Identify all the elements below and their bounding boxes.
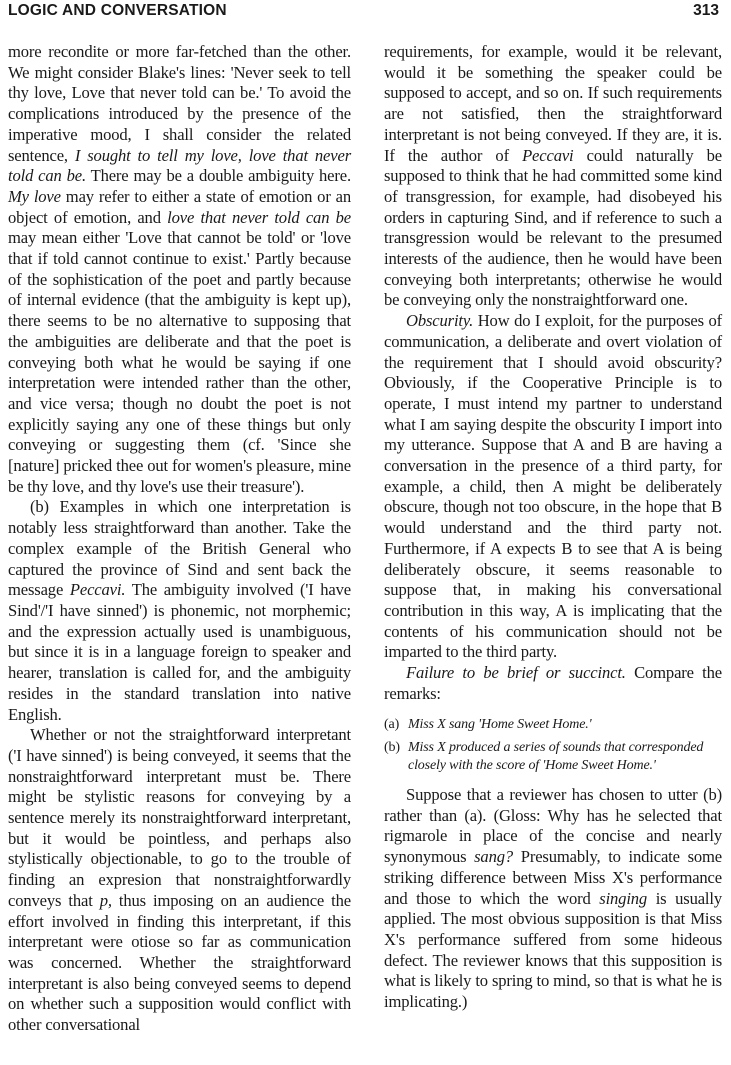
italic-text: Obscurity.: [406, 311, 474, 331]
text-run: Whether or not the straightforward interpretant ('I have sinned') is being conveyed, it seems that the nonstraightforward interpretant must be. There might be stylistic reasons for conveying by a sentence merely its nonstraightforward interpretant, but it would be pointless, and perhaps also stylistically objectionable, to go to the trouble of finding an expresion that nonstraightforwardly conveys that: [8, 725, 351, 910]
text-run: There may be a double ambiguity here.: [85, 166, 351, 186]
text-run: may mean either 'Love that cannot be told' or 'love that if told cannot continue to exist.' Partly because of the sophistication of the poet and partly because of internal evidence (that the ambiguity is kept up), there seems to be no alternative to supposing that the ambiguities are deliberate and that the poet is conveying both what he would be saying if one interpretation were intended rather than the other, and vice versa; though no doubt the poet is not explicitly saying any one of these things but only conveying or suggesting them (cf. 'Since she [nature] pricked thee out for women's pleasure, mine be thy love, and thy love's use their treasure').: [8, 228, 351, 496]
page-header: [8, 2, 723, 26]
paragraph: [384, 785, 722, 1013]
example-label: (a): [384, 716, 400, 732]
page-number: 313: [693, 2, 719, 19]
italic-text: My love: [8, 186, 61, 206]
italic-text: singing: [599, 888, 648, 908]
text-run: How do I exploit, for the purposes of communication, a deliberate and overt violation of the requirement that I should avoid obscurity? Obviously, if the Cooperative Principle is to operate, I must intend my partner to understand what I am saying despite the obscurity I import into my utterance. Suppose that A and B are having a conversation in the presence of a third party, for example, a child, then A might be deliberately obscure, though not too obscure, in the hope that B would understand and the third party not. Furthermore, if A expects B to see that A is being deliberately obscure, it seems reasonable to suppose that, in making his conversational contribution in this way, A is implicating that the contents of his communication should not be imparted to the third party.: [384, 311, 722, 662]
paragraph: [384, 42, 722, 311]
text-run: Compare the remarks:: [384, 663, 722, 703]
paragraph: [8, 497, 351, 725]
text-run: The ambiguity involved ('I have Sind'/'I have sinned') is phonemic, not morphemic; and the expression actually used is unambiguous, but since it is in a language foreign to speaker and hearer, translation is called for, and the ambiguity resides in the standard translation into native English.: [8, 580, 351, 724]
paragraph: [8, 725, 351, 1036]
italic-text: p,: [99, 890, 112, 910]
example-item: [384, 716, 722, 734]
example-text: Miss X produced a series of sounds that corresponded closely with the score of 'Home Sweet Home.': [408, 740, 704, 773]
italic-text: sang?: [474, 847, 514, 867]
paragraph: [8, 42, 351, 497]
example-list: [384, 716, 722, 775]
text-run: Presumably, to indicate some striking difference between Miss X's performance and those to which the word: [384, 847, 722, 908]
italic-text: love that never told can be: [167, 207, 351, 227]
example-text: Miss X sang 'Home Sweet Home.': [408, 716, 592, 732]
text-run: (b) Examples in which one interpretation is notably less straightforward than another. Take the complex example of the British General who captured the province of Sind and sent back the message: [8, 497, 351, 600]
right-column: [384, 42, 722, 1013]
example-label: (b): [384, 740, 400, 755]
left-column: [8, 42, 351, 1036]
paragraph: [384, 663, 722, 704]
italic-text: Failure to be brief or succinct.: [406, 663, 626, 683]
text-run: thus imposing on an audience the effort involved in finding this interpretant, if this interpretant were otiose so far as communication was concerned. Whether the straightforward interpretant is also being conveyed seems to depend on whether such a supposition would conflict with other conversational: [8, 890, 351, 1035]
running-head: LOGIC AND CONVERSATION: [8, 2, 227, 19]
text-run: is usually applied. The most obvious supposition is that Miss X's performance suffered from some hideous defect. The reviewer knows that this supposition is what is likely to spring to mind, so that is what he is implicating.): [384, 888, 722, 1012]
text-run: more recondite or more far-fetched than the other. We might consider Blake's lines: 'Never seek to tell thy love, Love that never told can be.' To avoid the complications introduced by the presence of the imperative mood, I shall consider the related sentence,: [8, 42, 351, 165]
text-run: may refer to either a state of emotion or an object of emotion, and: [8, 186, 351, 227]
text-run: could naturally be supposed to think that he had committed some kind of transgression, for example, had disobeyed his orders in capturing Sind, and if reference to such a transgression would be relevant to the presumed interests of the audience, then he would have been conveying both interpretants; otherwise he would be conveying only the nonstraightforward one.: [384, 145, 722, 310]
text-run: Suppose that a reviewer has chosen to utter (b) rather than (a). (Gloss: Why has he selected that rigmarole in place of the concise and nearly synonymous: [384, 785, 722, 867]
italic-text: Peccavi.: [69, 580, 126, 600]
text-run: requirements, for example, would it be relevant, would it be something the speaker could be supposed to accept, and so on. If such requirements are not satisfied, then the straightforward interpretant is not being conveyed. If they are, it is. If the author of: [384, 42, 722, 165]
italic-text: I sought to tell my love, love that never told can be.: [8, 145, 351, 186]
paragraph: [384, 311, 722, 663]
example-item: [384, 739, 722, 774]
italic-text: Peccavi: [522, 145, 574, 165]
